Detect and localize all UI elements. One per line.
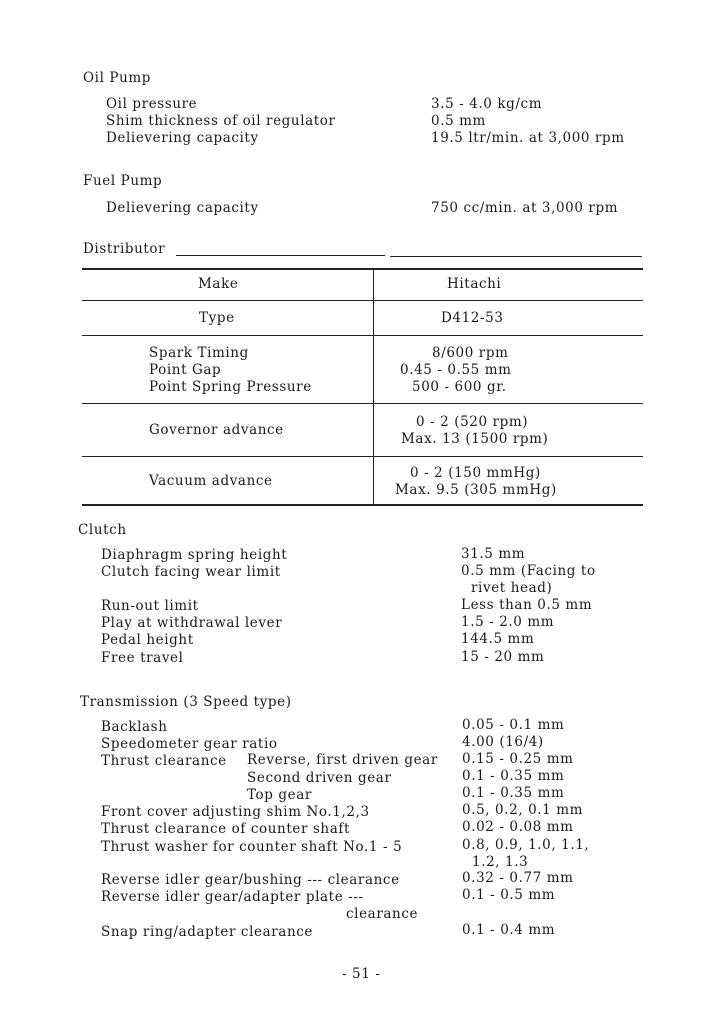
transmission-heading: Transmission (3 Speed type) xyxy=(80,694,292,710)
reverse-bushing-value: 0.32 - 0.77 mm xyxy=(462,870,574,886)
point-spring-pressure-label: Point Spring Pressure xyxy=(149,379,312,395)
backlash-label: Backlash xyxy=(101,719,168,735)
front-cover-shim-label: Front cover adjusting shim No.1,2,3 xyxy=(101,804,370,820)
distributor-underline-right xyxy=(390,256,642,257)
thrust-washer-value: 0.8, 0.9, 1.0, 1.1, xyxy=(462,837,590,853)
distributor-heading: Distributor xyxy=(83,241,166,257)
fuel-pump-heading: Fuel Pump xyxy=(83,173,163,189)
front-cover-shim-value: 0.5, 0.2, 0.1 mm xyxy=(462,802,584,818)
snap-ring-value: 0.1 - 0.4 mm xyxy=(462,922,556,938)
speedometer-ratio-value: 4.00 (16/4) xyxy=(462,734,544,750)
oil-capacity-label: Delievering capacity xyxy=(106,130,259,146)
thrust-washer-value-cont: 1.2, 1.3 xyxy=(472,854,529,870)
counter-shaft-clearance-value: 0.02 - 0.08 mm xyxy=(462,819,574,835)
facing-wear-value-cont: rivet head) xyxy=(471,580,553,596)
table-rule xyxy=(82,403,643,404)
reverse-plate-label: Reverse idler gear/adapter plate --- xyxy=(101,889,364,905)
reverse-bushing-label: Reverse idler gear/bushing --- clearance xyxy=(101,872,400,888)
counter-shaft-clearance-label: Thrust clearance of counter shaft xyxy=(101,821,350,837)
oil-pump-heading: Oil Pump xyxy=(83,70,152,86)
reverse-plate-value: 0.1 - 0.5 mm xyxy=(462,887,556,903)
point-gap-value: 0.45 - 0.55 mm xyxy=(400,362,512,378)
diaphragm-height-value: 31.5 mm xyxy=(461,546,526,562)
thrust-top-label: Top gear xyxy=(247,787,312,803)
table-rule xyxy=(82,456,643,457)
thrust-reverse-value: 0.15 - 0.25 mm xyxy=(462,751,574,767)
clutch-heading: Clutch xyxy=(78,522,127,538)
free-travel-value: 15 - 20 mm xyxy=(461,649,545,665)
facing-wear-value: 0.5 mm (Facing to xyxy=(461,563,596,579)
thrust-top-value: 0.1 - 0.35 mm xyxy=(462,785,565,801)
vacuum-advance-max: Max. 9.5 (305 mmHg) xyxy=(395,482,557,498)
governor-advance-max: Max. 13 (1500 rpm) xyxy=(401,431,549,447)
oil-capacity-value: 19.5 ltr/min. at 3,000 rpm xyxy=(431,130,625,146)
runout-value: Less than 0.5 mm xyxy=(461,597,593,613)
pedal-height-label: Pedal height xyxy=(101,632,194,648)
thrust-second-label: Second driven gear xyxy=(247,770,392,786)
table-column-divider xyxy=(373,268,374,506)
make-value: Hitachi xyxy=(447,276,502,292)
free-travel-label: Free travel xyxy=(101,650,184,666)
reverse-plate-label-cont: clearance xyxy=(346,906,419,922)
make-label: Make xyxy=(198,276,239,292)
type-value: D412-53 xyxy=(441,310,504,326)
speedometer-ratio-label: Speedometer gear ratio xyxy=(101,736,278,752)
diaphragm-height-label: Diaphragm spring height xyxy=(101,547,288,563)
thrust-clearance-label: Thrust clearance xyxy=(101,753,227,769)
runout-label: Run-out limit xyxy=(101,598,199,614)
withdrawal-play-value: 1.5 - 2.0 mm xyxy=(461,614,555,630)
vacuum-advance-label: Vacuum advance xyxy=(149,473,273,489)
thrust-second-value: 0.1 - 0.35 mm xyxy=(462,768,565,784)
thrust-washer-label: Thrust washer for counter shaft No.1 - 5 xyxy=(101,839,403,855)
page-number: - 51 - xyxy=(342,966,381,982)
type-label: Type xyxy=(199,310,235,326)
spark-timing-value: 8/600 rpm xyxy=(432,345,509,361)
shim-thickness-label: Shim thickness of oil regulator xyxy=(106,113,336,129)
backlash-value: 0.05 - 0.1 mm xyxy=(462,717,565,733)
table-rule xyxy=(82,335,643,336)
governor-advance-value: 0 - 2 (520 rpm) xyxy=(416,414,529,430)
table-rule xyxy=(82,300,643,301)
oil-pressure-value: 3.5 - 4.0 kg/cm xyxy=(431,96,543,112)
fuel-capacity-value: 750 cc/min. at 3,000 rpm xyxy=(431,200,619,216)
point-spring-pressure-value: 500 - 600 gr. xyxy=(412,379,507,395)
thrust-reverse-label: Reverse, first driven gear xyxy=(247,752,438,768)
table-rule-top xyxy=(82,268,643,270)
spark-timing-label: Spark Timing xyxy=(149,345,249,361)
oil-pressure-label: Oil pressure xyxy=(106,96,198,112)
distributor-table xyxy=(82,268,643,506)
withdrawal-play-label: Play at withdrawal lever xyxy=(101,615,283,631)
fuel-capacity-label: Delievering capacity xyxy=(106,200,259,216)
pedal-height-value: 144.5 mm xyxy=(461,631,535,647)
snap-ring-label: Snap ring/adapter clearance xyxy=(101,924,313,940)
table-rule-bottom xyxy=(82,504,643,506)
point-gap-label: Point Gap xyxy=(149,362,222,378)
shim-thickness-value: 0.5 mm xyxy=(431,113,486,129)
vacuum-advance-value: 0 - 2 (150 mmHg) xyxy=(410,465,541,481)
facing-wear-label: Clutch facing wear limit xyxy=(101,564,281,580)
distributor-underline-left xyxy=(176,255,385,256)
governor-advance-label: Governor advance xyxy=(149,422,284,438)
